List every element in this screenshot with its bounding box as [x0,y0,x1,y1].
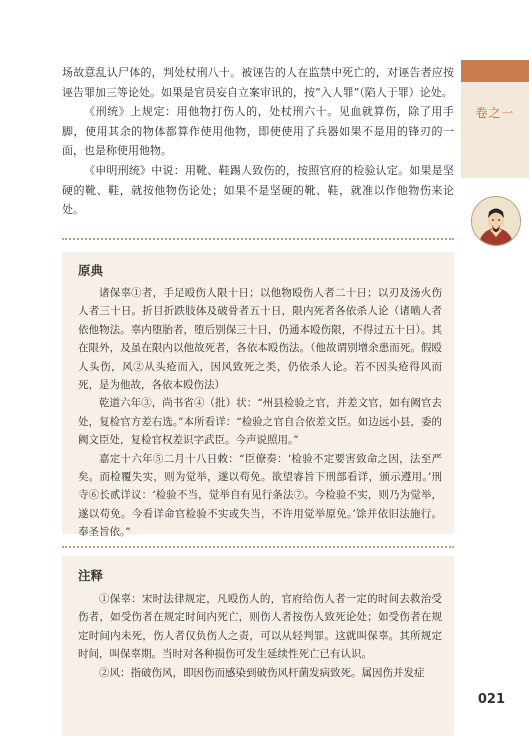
chapter-tab [461,60,529,178]
yuandian-paragraph-1: 诸保辜①者，手足殴伤人限十日；以他物殴伤人者二十日；以刃及汤火伤人者三十日。折目折跌肢体及破骨者五十日，限内死者各依杀人论（诸啮人者依他物法。辜内堕胎者，堕后别保三十日，仍通本殴伤限，不得过五十日）。其在限外，及虽在限内以他故死者，各依本殴伤法。（他故谓别增余患而死。假殴人头伤，风②从头疮而入，因风致死之类，仍依杀人论。若不因头疮得风而死，是为他故，各依本殴伤法） [78,287,442,392]
scholar-portrait-drawing [472,197,520,245]
translation-section [62,63,454,220]
section-divider-1 [62,238,454,240]
page-number: 021 [477,692,505,707]
yuandian-title: 原典 [78,263,104,278]
zhushi-paragraph-2: ②风：指破伤风，即因伤而感染到破伤风杆菌发病致死。属因伤并发症 [99,666,425,679]
scholar-portrait-icon [471,196,521,246]
yuandian-paragraph-3: 嘉定十六年⑤二月十八日敕：“臣僚奏：‘检验不定要害致命之因，法至严矣。而检覆失实，则为觉举，遂以苟免。欲望睿旨下刑部看详，颁示遵用。’刑寺⑥长贰详议：‘检验不当，觉举自有见行条法⑦。今检验不实，则乃为觉举，遂以苟免。今看详命官检验不实或失当，不许用觉举原免。’馀并依旧法施行。奉圣旨依。” [78,452,442,539]
yuandian-section [62,252,454,539]
yuandian-text [78,284,442,542]
zhushi-section [62,556,454,736]
chapter-tab-band [461,60,529,82]
translation-paragraph-3: 《申明刑统》中说：用靴、鞋踢人致伤的，按照官府的检验认定。如果是坚硬的靴、鞋，就按他物伤论处；如果不是坚硬的靴、鞋，就准以作他物伤来论处。 [62,163,454,217]
zhushi-paragraph-1: ①保辜：宋时法律规定，凡殴伤人的，官府给伤人者一定的时间去救治受伤者，如受伤者在规定时间内死亡，则伤人者按伤人致死论处；如受伤者在规定时间内未死，伤人者仅负伤人之责，可以从轻判罪。这就叫保辜。其所规定时间，叫保辜期。当时对各种损伤可发生延续性死亡已有认识。 [78,593,442,661]
translation-paragraph-2: 《刑统》上规定：用他物打伤人的，处杖刑六十。见血就算伤，除了用手脚，使用其余的物体都算作使用他物，即使使用了兵器如果不是用的锋刃的一面，也是称使用他物。 [62,105,454,158]
chapter-label: 卷之一 [475,106,515,120]
section-divider-2 [62,546,454,548]
yuandian-paragraph-2: 乾道六年③，尚书省④（批）状：“州县检验之官，并差文官，如有阙官去处，复检官方差右选。”本所看详：“检验之官自合依差文臣。如边远小县，委的阙文臣处，复检官权差识字武臣。今声说照用。” [78,397,442,447]
zhushi-title: 注释 [78,568,104,583]
translation-paragraph-1: 场故意乱认尸体的，判处杖刑八十。被诬告的人在监禁中死亡的，对诬告者应按诬告罪加三等论处。如果是官员妄自立案审讯的，按“入人罪”（陷人于罪）论处。 [62,66,454,99]
zhushi-text [78,590,442,682]
